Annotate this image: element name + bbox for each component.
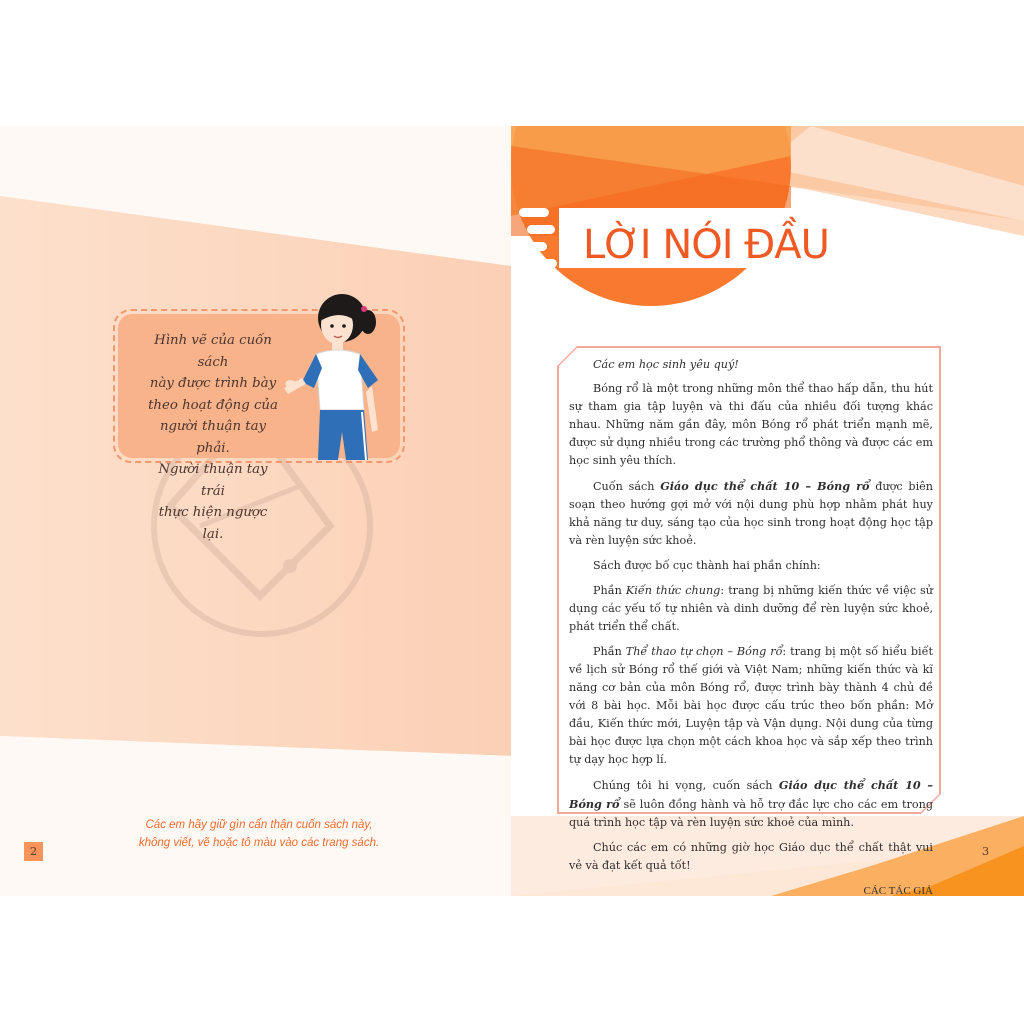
care-note-line: Các em hãy giữ gìn cẩn thận cuốn sách này, [145,819,373,831]
paragraph: Chúc các em có những giờ học Giáo dục thể chất thật vui vẻ và đạt kết quả tốt! [569,841,933,872]
speed-line-icon [519,208,549,217]
section-term: Kiến thức chung [625,584,721,597]
signature: CÁC TÁC GIẢ [863,885,933,896]
text-run: sẽ luôn đồng hành và hỗ trợ đắc lực cho các em trong quá trình học tập và rèn luyện sức khoẻ của mình. [569,798,933,829]
text-run: Phần [593,584,626,597]
note-line: Người thuận tay trái [158,462,268,499]
paragraph: Bóng rổ là một trong những môn thể thao hấp dẫn, thu hút sự tham gia tập luyện và thi đấu của nhiều đối tượng khác nhau. Những năm gần đây, môn Bóng rổ phát triển mạnh mẽ, được sử dụng nhiều trong các trường phổ thông và được các em học sinh yêu thích. [569,382,933,467]
section-term: Thể thao tự chọn – Bóng rổ [625,645,783,658]
note-line: người thuận tay phải. [159,419,267,456]
girl-illustration-icon [282,292,398,460]
paragraph [569,643,933,769]
greeting: Các em học sinh yêu quý! [593,358,739,371]
book-title: Giáo dục thể chất 10 – Bóng rổ [569,778,934,811]
text-run: Cuốn sách [593,480,661,493]
note-line: Hình vẽ của cuốn sách [154,333,272,370]
text-run: Phần [593,645,626,658]
book-title: Giáo dục thể chất 10 – Bóng rổ [660,479,870,493]
preface-letter [569,356,933,896]
paragraph: Sách được bố cục thành hai phần chính: [593,559,821,572]
page-title: LỜI NÓI ĐẦU [583,222,829,268]
speed-line-icon [527,225,555,234]
note-line: thực hiện ngược lại. [158,505,268,542]
text-run: được biên soạn theo hướng gợi mở với nội dung phù hợp nhằm phát huy khả năng tư duy, sáng tạo của học sinh trong hoạt động học tập và rèn luyện sức khoẻ. [569,480,933,547]
speed-line-icon [533,259,557,268]
text-run: : trang bị một số hiểu biết về lịch sử Bóng rổ thế giới và Việt Nam; những kiến thức và kĩ năng cơ bản của môn Bóng rổ, được trình bày thành 4 chủ đề với 8 bài học. Mỗi bài học được cấu trúc theo bốn phần: Mở đầu, Kiến thức mới, Luyện tập và Vận dụng. Nội dung của từng bài học được lựa chọn một cách khoa học và sắp xếp theo trình tự dạy học hợp lí. [569,645,933,766]
page-number-right: 3 [981,844,990,858]
book-care-note [100,816,418,852]
paragraph [569,776,933,832]
note-line: theo hoạt động của [148,397,278,413]
paragraph [569,582,933,636]
page-number-left: 2 [24,842,43,861]
book-spread [0,126,1024,896]
care-note-line: không viết, vẽ hoặc tô màu vào các trang sách. [138,837,380,849]
right-page [511,126,1024,896]
paragraph [569,477,933,550]
text-run: : trang bị những kiến thức về việc sử dụng các yếu tố tự nhiên và dinh dưỡng để rèn luyện sức khoẻ, phát triển thể chất. [569,584,933,633]
handedness-note-text [148,330,278,545]
text-run: Chúng tôi hi vọng, cuốn sách [593,779,779,792]
left-page [0,126,511,896]
speed-line-icon [511,242,547,251]
note-line: này được trình bày [149,376,277,391]
